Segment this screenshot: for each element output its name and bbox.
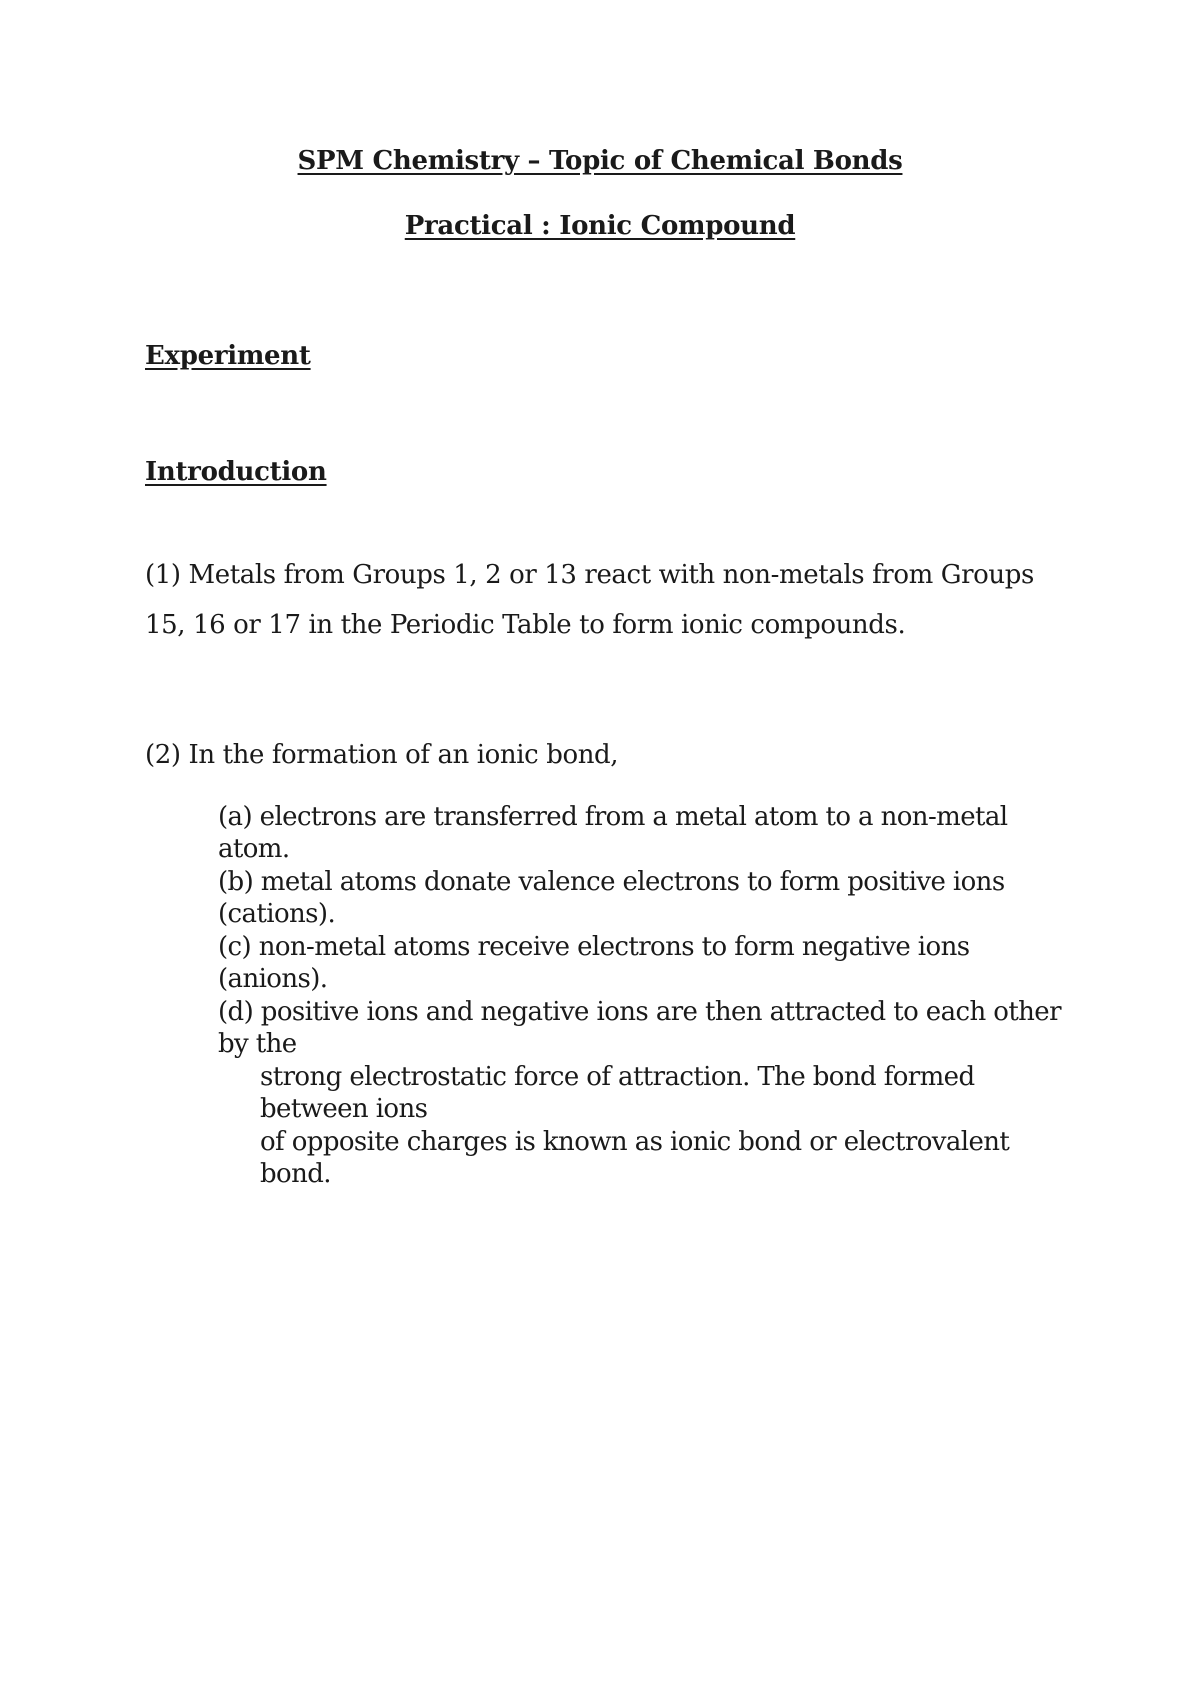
list-item-d: (d) positive ions and negative ions are then attracted to each other by the <box>218 997 1061 1059</box>
experiment-heading: Experiment <box>145 341 311 371</box>
list-item-a: (a) electrons are transferred from a metal atom to a non-metal atom. <box>218 802 1008 864</box>
introduction-point-2: (2) In the formation of an ionic bond, <box>145 740 619 770</box>
document-title: SPM Chemistry – Topic of Chemical Bonds <box>297 146 903 176</box>
document-subtitle: Practical : Ionic Compound <box>404 211 796 241</box>
introduction-point-1: (1) Metals from Groups 1, 2 or 13 react with non-metals from Groups 15, 16 or 17 in the Periodic Table to form ionic compounds. <box>145 560 1034 640</box>
introduction-heading: Introduction <box>145 457 327 487</box>
list-item-c: (c) non-metal atoms receive electrons to form negative ions (anions). <box>218 932 970 994</box>
list-item-d-continuation-1: strong electrostatic force of attraction. The bond formed between ions <box>260 1062 975 1124</box>
list-item-b: (b) metal atoms donate valence electrons to form positive ions (cations). <box>218 867 1005 929</box>
list-item-d-continuation-2: of opposite charges is known as ionic bond or electrovalent bond. <box>260 1127 1010 1189</box>
